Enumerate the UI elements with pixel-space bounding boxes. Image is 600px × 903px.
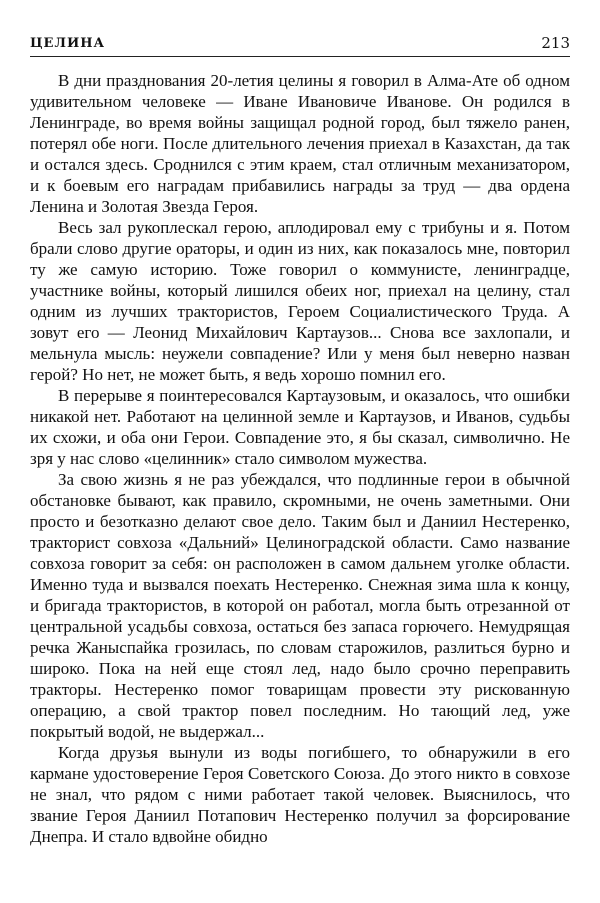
paragraph: В перерыве я поинтересовался Картаузовым, и оказалось, что ошибки никакой нет. Работают на целинной земле и Картаузов, и Иванов, судьбы их схожи, и оба они Герои. Совпадение это, я бы сказал, символично. Не зря у нас слово «целинник» стало символом мужества. bbox=[30, 386, 570, 468]
paragraph: В дни празднования 20-летия целины я говорил в Алма-Ате об одном удивительном человеке — Иване Ивановиче Иванове. Он родился в Ленинграде, во время войны защищал родной город, был тяжело ранен, потерял обе ноги. После длительного лечения приехал в Казахстан, да так и остался здесь. Сроднился с этим краем, стал отличным механизатором, и к боевым его наградам прибавились награды за труд — два ордена Ленина и Золотая Звезда Героя. bbox=[30, 71, 570, 216]
paragraph: Весь зал рукоплескал герою, аплодировал ему с трибуны и я. Потом брали слово другие ораторы, и один из них, как показалось мне, повторил ту же самую историю. Тоже говорил о коммунисте, ленинградце, участнике войны, который лишился обеих ног, приехал на целину, стал одним из лучших трактористов, Героем Социалистического Труда. А зовут его — Леонид Михайлович Картаузов... Снова все захлопали, и мельнула мысль: неужели совпадение? Или у меня был неверно назван герой? Но нет, не может быть, я ведь хорошо помнил его. bbox=[30, 218, 570, 384]
text-body bbox=[30, 70, 570, 847]
paragraph: За свою жизнь я не раз убеждался, что подлинные герои в обычной обстановке бывают, как правило, скромными, не очень заметными. Они просто и безотказно делают свое дело. Таким был и Даниил Нестеренко, тракторист совхоза «Дальний» Целиноградской области. Само название совхоза говорит за себя: он расположен в самом дальнем уголке области. Именно туда и вызвался поехать Нестеренко. Снежная зима шла к концу, и бригада трактористов, в которой он работал, могла быть отрезанной от центральной усадьбы совхоза, остаться без запаса горючего. Немудрящая речка Жаныспайка грозилась, по словам старожилов, разлиться бурно и широко. Пока на ней еще стоял лед, надо было срочно переправить тракторы. Нестеренко помог товарищам провести эту рискованную операцию, а свой трактор повел последним. Но тающий лед, уже покрытый водой, не выдержал... bbox=[30, 470, 570, 741]
paragraph: Когда друзья вынули из воды погибшего, то обнаружили в его кармане удостоверение Героя Советского Союза. До этого никто в совхозе не знал, что рядом с ними работает такой человек. Выяснилось, что звание Героя Даниил Потапович Нестеренко получил за форсирование Днепра. И стало вдвойне обидно bbox=[30, 743, 570, 846]
chapter-title: ЦЕЛИНА bbox=[30, 36, 106, 51]
running-header bbox=[30, 32, 570, 57]
page-number: 213 bbox=[541, 34, 570, 52]
